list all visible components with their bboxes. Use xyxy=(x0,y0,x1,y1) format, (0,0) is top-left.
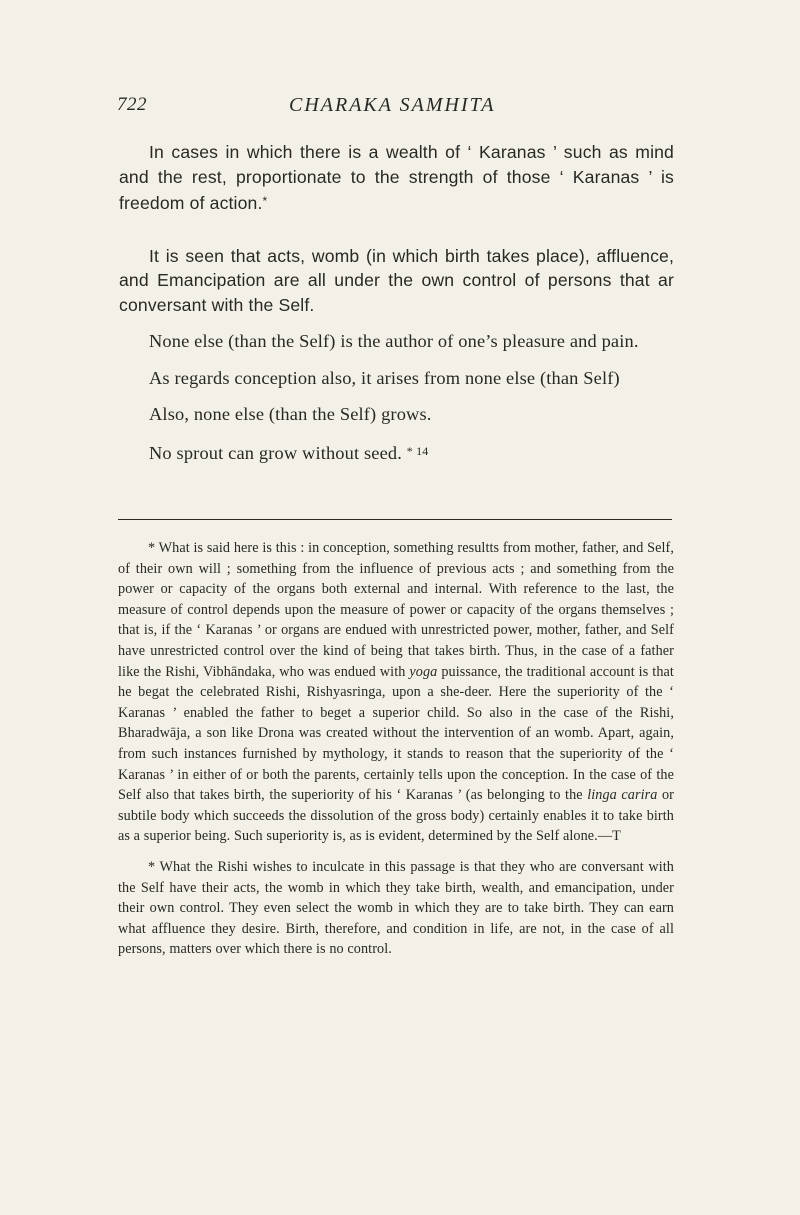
paragraph-sprout xyxy=(119,439,674,466)
page-header xyxy=(117,94,672,124)
footnote-1 xyxy=(118,538,674,847)
footnotes xyxy=(118,538,674,960)
paragraph-sprout-text: No sprout can grow without seed. xyxy=(149,442,403,463)
footnote-1-part-c: or subtile body which succeeds the dissolution of the gross body) certainly enables it to take birth as a superior being. Such superiority is, as is evident, determined by the Self alone.—T xyxy=(118,787,674,845)
footnote-1-yoga: yoga xyxy=(409,663,438,680)
paragraph-author: None else (than the Self) is the author of one’s pleasure and pain. xyxy=(149,331,639,351)
paragraph-grows: Also, none else (than the Self) grows. xyxy=(149,404,432,424)
paragraph-karanas-text: In cases in which there is a wealth of ‘ Karanas ’ such as mind and the rest, proportionate to the strength of those ‘ Karanas ’ is freedom of action. xyxy=(119,142,674,213)
serif-paragraphs xyxy=(119,329,674,465)
footnote-divider xyxy=(118,519,672,520)
footnote-marker: * xyxy=(262,194,268,208)
paragraph-conception: As regards conception also, it arises from none else (than Self) xyxy=(149,367,620,388)
footnote-1-part-b: puissance, the traditional account is that he begat the celebrated Rishi, Rishyasringa, upon a she-deer. Here the superiority of the ‘ Karanas ’ enabled the father to beget a superior child. So also in the case of the Rishi, Bharadwāja, a son like Drona was created without the intervention of an womb. Apart, again, from such instances furnished by mythology, it stands to reason that the superiority of the ‘ Karanas ’ in either of or both the parents, certainly tells upon the conception. In the case of the Self also that takes birth, the superiority of his ‘ Karanas ’ (as belonging to the xyxy=(118,663,674,804)
paragraph-acts-womb: It is seen that acts, womb (in which birth takes place), affluence, and Emancipation are all under the own control of persons that ar conversant with the Self. xyxy=(119,245,674,315)
footnote-1-linga: linga carira xyxy=(587,787,658,804)
footnote-marker-14: * 14 xyxy=(406,443,429,458)
footnote-1-part-a: * What is said here is this : in conception, something resultts from mother, father, and Self, of their own will ; something from the influence of previous acts ; and something from the power or capacity of the organs both external and internal. With reference to the last, the measure of control depends upon the measure of power or capacity of the organs themselves ; that is, if the ‘ Karanas ’ or organs are endued with unrestricted power, mother, father, and Self have unrestricted control over the kind of being that takes birth. Thus, in the case of a father like the Rishi, Vibhāndaka, who was endued with xyxy=(118,540,674,680)
main-text xyxy=(119,140,674,465)
page-number: 722 xyxy=(117,94,147,115)
running-title: CHARAKA SAMHITA xyxy=(289,94,496,116)
footnote-2: * What the Rishi wishes to inculcate in this passage is that they who are conversant with the Self have their acts, the womb in which they take birth, wealth, and emancipation, under their own control. They even select the womb in which they are to take birth. They can earn what affluence they desire. Birth, therefore, and condition in life, are not, in the case of all persons, matters over which there is no control. xyxy=(118,858,674,958)
paragraph-karanas xyxy=(119,140,674,216)
